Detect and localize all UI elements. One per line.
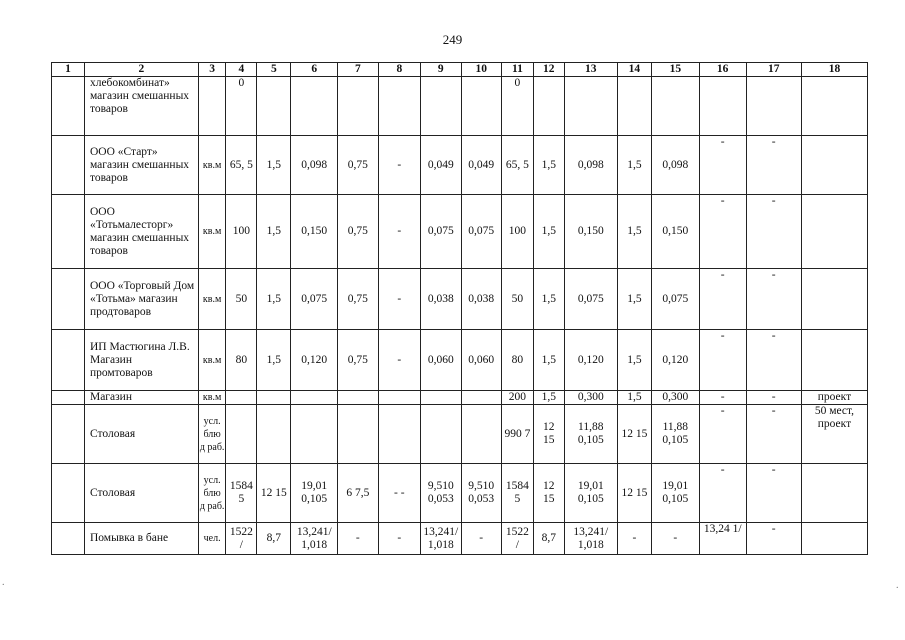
- table-cell: -: [461, 523, 501, 555]
- table-cell: 9,510 0,053: [461, 464, 501, 523]
- column-header: 13: [564, 63, 617, 77]
- table-cell: 13,241/ 1,018: [564, 523, 617, 555]
- table-cell: [291, 391, 338, 405]
- table-cell: 0,120: [651, 330, 699, 391]
- table-cell: -: [617, 523, 651, 555]
- table-cell: 1,5: [257, 195, 291, 269]
- table-cell: [801, 269, 867, 330]
- table-cell: [564, 77, 617, 136]
- table-cell: 0,150: [564, 195, 617, 269]
- table-cell: -: [746, 330, 801, 391]
- table-row: [52, 405, 868, 464]
- table-cell: [421, 405, 461, 464]
- table-cell: -: [378, 330, 421, 391]
- table-cell: 0,075: [421, 195, 461, 269]
- table-cell: 1,5: [533, 269, 564, 330]
- table-cell: -: [699, 269, 746, 330]
- table-cell: [421, 77, 461, 136]
- table-cell: кв.м: [198, 136, 226, 195]
- table-cell: 1,5: [617, 330, 651, 391]
- table-cell: 12 15: [617, 464, 651, 523]
- table-cell: [801, 330, 867, 391]
- table-cell: 0,098: [651, 136, 699, 195]
- table-cell: [421, 391, 461, 405]
- page-number: 249: [442, 32, 463, 47]
- row-name-cell: ООО «Старт» магазин смешанных товаров: [84, 136, 198, 195]
- table-cell: 0,038: [461, 269, 501, 330]
- table-cell: 11,88 0,105: [651, 405, 699, 464]
- table-cell: 0,075: [291, 269, 338, 330]
- table-cell: [801, 136, 867, 195]
- table-cell: [52, 523, 85, 555]
- table-cell: кв.м: [198, 269, 226, 330]
- table-cell: 1,5: [533, 330, 564, 391]
- table-cell: 19,01 0,105: [291, 464, 338, 523]
- table-cell: [257, 77, 291, 136]
- table-cell: 100: [226, 195, 257, 269]
- table-cell: 8,7: [533, 523, 564, 555]
- table-cell: -: [746, 195, 801, 269]
- table-cell: 0,75: [338, 269, 378, 330]
- table-cell: [52, 77, 85, 136]
- table-cell: -: [746, 136, 801, 195]
- column-header: 9: [421, 63, 461, 77]
- table-cell: кв.м: [198, 195, 226, 269]
- table-cell: [461, 77, 501, 136]
- table-cell: [699, 77, 746, 136]
- table-cell: -: [699, 330, 746, 391]
- table-cell: 1,5: [617, 136, 651, 195]
- table-cell: [338, 77, 378, 136]
- row-name-cell: Магазин: [84, 391, 198, 405]
- table-cell: 19,01 0,105: [564, 464, 617, 523]
- row-name-cell: ИП Мастюгина Л.В. Магазин промтоваров: [84, 330, 198, 391]
- table-cell: 0,049: [421, 136, 461, 195]
- column-header: 6: [291, 63, 338, 77]
- table-row: [52, 136, 868, 195]
- table-cell: 0,75: [338, 136, 378, 195]
- column-header: 2: [84, 63, 198, 77]
- column-header: 12: [533, 63, 564, 77]
- column-header: 16: [699, 63, 746, 77]
- table-cell: [378, 405, 421, 464]
- table-cell: -: [699, 136, 746, 195]
- table-cell: [801, 77, 867, 136]
- table-cell: 11,88 0,105: [564, 405, 617, 464]
- table-cell: 65, 5: [226, 136, 257, 195]
- table-cell: [52, 330, 85, 391]
- scan-mark: .: [896, 580, 899, 591]
- table-cell: [338, 391, 378, 405]
- table-cell: 0,150: [651, 195, 699, 269]
- table-cell: [198, 77, 226, 136]
- table-cell: [291, 77, 338, 136]
- column-header: 5: [257, 63, 291, 77]
- table-cell: [257, 391, 291, 405]
- table-cell: -: [378, 136, 421, 195]
- table-cell: 0,060: [461, 330, 501, 391]
- table-cell: 0,060: [421, 330, 461, 391]
- data-table: [51, 62, 868, 555]
- header-row: [52, 63, 868, 77]
- table-cell: 6 7,5: [338, 464, 378, 523]
- table-cell: - -: [378, 464, 421, 523]
- table-cell: 0,098: [291, 136, 338, 195]
- table-row: [52, 269, 868, 330]
- table-cell: проект: [801, 391, 867, 405]
- table-cell: [52, 195, 85, 269]
- table-cell: [533, 77, 564, 136]
- table-cell: [226, 405, 257, 464]
- table-cell: [52, 136, 85, 195]
- table-cell: 0: [226, 77, 257, 136]
- table-cell: 0,098: [564, 136, 617, 195]
- table-row: [52, 77, 868, 136]
- table-cell: 13,241/ 1,018: [421, 523, 461, 555]
- table-cell: 0,150: [291, 195, 338, 269]
- table-cell: 80: [226, 330, 257, 391]
- table-cell: -: [746, 391, 801, 405]
- table-cell: кв.м: [198, 330, 226, 391]
- table-cell: -: [378, 523, 421, 555]
- table-cell: [52, 405, 85, 464]
- table-row: [52, 391, 868, 405]
- row-name-cell: хлебокомбинат» магазин смешанных товаров: [84, 77, 198, 136]
- table-cell: 0,75: [338, 195, 378, 269]
- table-cell: 8,7: [257, 523, 291, 555]
- table-cell: 50: [226, 269, 257, 330]
- column-header: 1: [52, 63, 85, 77]
- table-cell: [257, 405, 291, 464]
- table-cell: усл. блю д раб.: [198, 405, 226, 464]
- column-header: 18: [801, 63, 867, 77]
- table-cell: 100: [501, 195, 533, 269]
- table-cell: 50 мест, проект: [801, 405, 867, 464]
- table-cell: 65, 5: [501, 136, 533, 195]
- column-header: 8: [378, 63, 421, 77]
- table-cell: 0,120: [291, 330, 338, 391]
- table-cell: -: [746, 464, 801, 523]
- row-name-cell: ООО «Тотьмалесторг» магазин смешанных товаров: [84, 195, 198, 269]
- table-cell: кв.м: [198, 391, 226, 405]
- table-cell: -: [746, 405, 801, 464]
- table-cell: [801, 523, 867, 555]
- table-cell: -: [338, 523, 378, 555]
- row-name-cell: Помывка в бане: [84, 523, 198, 555]
- table-cell: [461, 405, 501, 464]
- table-cell: 1,5: [257, 269, 291, 330]
- row-name-cell: Столовая: [84, 405, 198, 464]
- table-cell: -: [699, 405, 746, 464]
- table-cell: [801, 464, 867, 523]
- table-cell: 0,075: [564, 269, 617, 330]
- table-cell: 0,049: [461, 136, 501, 195]
- table-cell: [52, 269, 85, 330]
- table-cell: 13,241/ 1,018: [291, 523, 338, 555]
- table-cell: -: [746, 269, 801, 330]
- table-cell: 0,75: [338, 330, 378, 391]
- table-cell: 1,5: [257, 330, 291, 391]
- table-cell: 0,038: [421, 269, 461, 330]
- table-cell: 1,5: [257, 136, 291, 195]
- table-cell: 12 15: [533, 405, 564, 464]
- table-cell: 1584 5: [226, 464, 257, 523]
- table-row: [52, 464, 868, 523]
- table-cell: 19,01 0,105: [651, 464, 699, 523]
- table-cell: 1522 /: [501, 523, 533, 555]
- table-cell: [378, 77, 421, 136]
- table-cell: 200: [501, 391, 533, 405]
- table-cell: 9,510 0,053: [421, 464, 461, 523]
- table-cell: 1,5: [533, 136, 564, 195]
- table-cell: [291, 405, 338, 464]
- table-cell: 1,5: [617, 391, 651, 405]
- table-cell: 12 15: [257, 464, 291, 523]
- table-cell: 0,075: [461, 195, 501, 269]
- table-cell: [226, 391, 257, 405]
- table-cell: 80: [501, 330, 533, 391]
- column-header: 7: [338, 63, 378, 77]
- table-cell: 1522 /: [226, 523, 257, 555]
- column-header: 10: [461, 63, 501, 77]
- scan-mark: .: [2, 577, 5, 588]
- table-cell: [338, 405, 378, 464]
- table-cell: 12 15: [533, 464, 564, 523]
- table-cell: 0,300: [651, 391, 699, 405]
- table-cell: 1,5: [533, 391, 564, 405]
- table-cell: -: [746, 523, 801, 555]
- table-cell: 0: [501, 77, 533, 136]
- table-cell: -: [699, 391, 746, 405]
- table-cell: чел.: [198, 523, 226, 555]
- table-cell: 1,5: [617, 269, 651, 330]
- table-cell: [651, 77, 699, 136]
- table-row: [52, 330, 868, 391]
- table-cell: 0,300: [564, 391, 617, 405]
- table-cell: [378, 391, 421, 405]
- table-cell: 12 15: [617, 405, 651, 464]
- column-header: 11: [501, 63, 533, 77]
- table-cell: 0,120: [564, 330, 617, 391]
- column-header: 14: [617, 63, 651, 77]
- row-name-cell: Столовая: [84, 464, 198, 523]
- column-header: 15: [651, 63, 699, 77]
- column-header: 4: [226, 63, 257, 77]
- table-cell: 990 7: [501, 405, 533, 464]
- table-cell: 0,075: [651, 269, 699, 330]
- row-name-cell: ООО «Торговый Дом «Тотьма» магазин продтоваров: [84, 269, 198, 330]
- column-header: 17: [746, 63, 801, 77]
- table-cell: [746, 77, 801, 136]
- table-row: [52, 195, 868, 269]
- table-cell: -: [378, 269, 421, 330]
- table-cell: -: [699, 195, 746, 269]
- table-row: [52, 523, 868, 555]
- column-header: 3: [198, 63, 226, 77]
- table-cell: [461, 391, 501, 405]
- table-cell: 13,24 1/: [699, 523, 746, 555]
- table-cell: 1,5: [533, 195, 564, 269]
- table-cell: -: [651, 523, 699, 555]
- table-cell: 1,5: [617, 195, 651, 269]
- table-cell: -: [378, 195, 421, 269]
- table-cell: 50: [501, 269, 533, 330]
- table-cell: [52, 464, 85, 523]
- table-cell: [617, 77, 651, 136]
- table-cell: -: [699, 464, 746, 523]
- table-cell: 1584 5: [501, 464, 533, 523]
- table-cell: [801, 195, 867, 269]
- table-cell: [52, 391, 85, 405]
- table-cell: усл. блю д раб.: [198, 464, 226, 523]
